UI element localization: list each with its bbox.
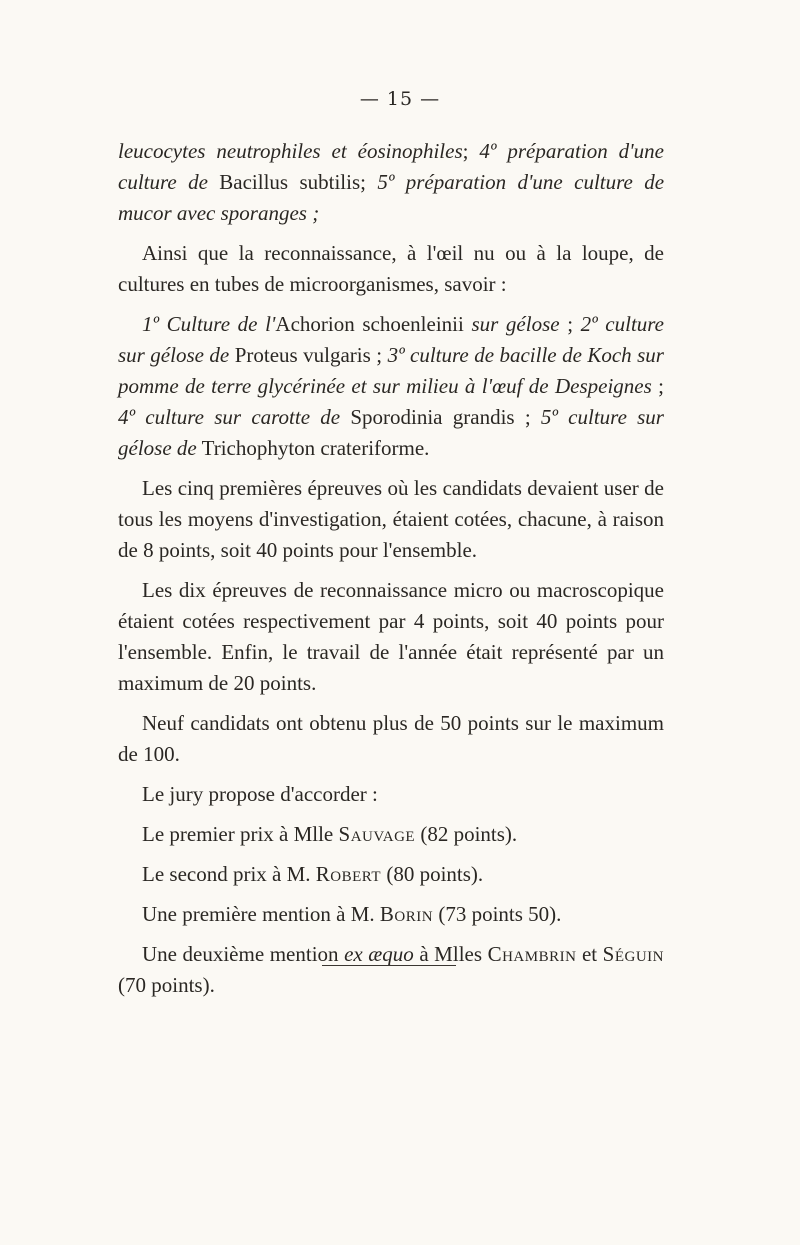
text-italic: 5º culture sur gélose de [118, 405, 664, 460]
closing-rule [322, 965, 456, 966]
paragraph-first-tests: Les cinq premières épreuves où les candidats devaient user de tous les moyens d'investigation, étaient cotées, chacune, à raison de 8 points, soit 40 points pour l'ensemble. [118, 476, 664, 562]
page-number: — 15 — [359, 88, 441, 110]
body-text [118, 136, 664, 1010]
text: Le second prix à M. [142, 862, 316, 886]
text-italic: leucocytes neutrophiles et éosinophiles [118, 139, 463, 163]
text: et [576, 942, 603, 966]
text: Bacillus subtilis; [207, 170, 378, 194]
text: (70 points). [118, 973, 215, 997]
text: Une deuxième mention [142, 942, 345, 966]
text: Une première mention à M. [142, 902, 380, 926]
text: Proteus vulgaris ; [229, 343, 388, 367]
paragraph-recognition-tests: Les dix épreuves de reconnaissance micro ou macroscopique étaient cotées respectivement par 4 points, soit 40 points pour l'ensemble. Enfin, le travail de l'année était représenté par un maximum de 20 points. [118, 578, 664, 695]
text: à Mlles [413, 942, 488, 966]
text: (73 points 50). [433, 902, 562, 926]
paragraph-jury: Le jury propose d'accorder : [142, 782, 378, 806]
paragraph-candidates: Neuf candidats ont obtenu plus de 50 points sur le maximum de 100. [118, 711, 664, 766]
laureate-name: Borin [379, 902, 434, 926]
text-italic: 5º préparation d'une culture de mucor avec sporanges ; [118, 170, 665, 225]
text: ; [651, 374, 664, 398]
text: Le premier prix à Mlle [142, 822, 339, 846]
award-first-mention [118, 899, 664, 930]
text: (82 points). [415, 822, 518, 846]
text: ; [462, 139, 480, 163]
text-italic: sur gélose [471, 312, 560, 336]
paragraph-reconnaissance: Ainsi que la reconnaissance, à l'œil nu ou à la loupe, de cultures en tubes de microorganismes, savoir : [118, 241, 664, 296]
text: Sporodinia grandis ; [340, 405, 541, 429]
text-italic: 2º culture sur gélose de [118, 312, 664, 367]
text: (80 points). [381, 862, 484, 886]
text-italic: 4º préparation d'une culture de [118, 139, 664, 194]
laureate-name: Sauvage [338, 822, 416, 846]
text-italic: 3º culture de bacille de Koch sur pomme de terre glycérinée et sur milieu à l'œuf de Despeignes [118, 343, 664, 398]
text: ; [559, 312, 581, 336]
laureate-name: Chambrin [487, 942, 577, 966]
text-italic: 1º Culture de l' [142, 312, 276, 336]
paragraph-cultures-list [118, 309, 664, 464]
text-italic: ex æquo [344, 942, 414, 966]
award-second-mention [118, 939, 664, 1001]
text: Achorion schoenleinii [275, 312, 472, 336]
text: Trichophyton crateriforme. [196, 436, 430, 460]
award-second-prize [118, 859, 664, 890]
laureate-name: Séguin [602, 942, 665, 966]
laureate-name: Robert [315, 862, 382, 886]
award-first-prize [118, 819, 664, 850]
text-italic: 4º culture sur carotte de [118, 405, 341, 429]
paragraph-continuation [118, 136, 664, 229]
